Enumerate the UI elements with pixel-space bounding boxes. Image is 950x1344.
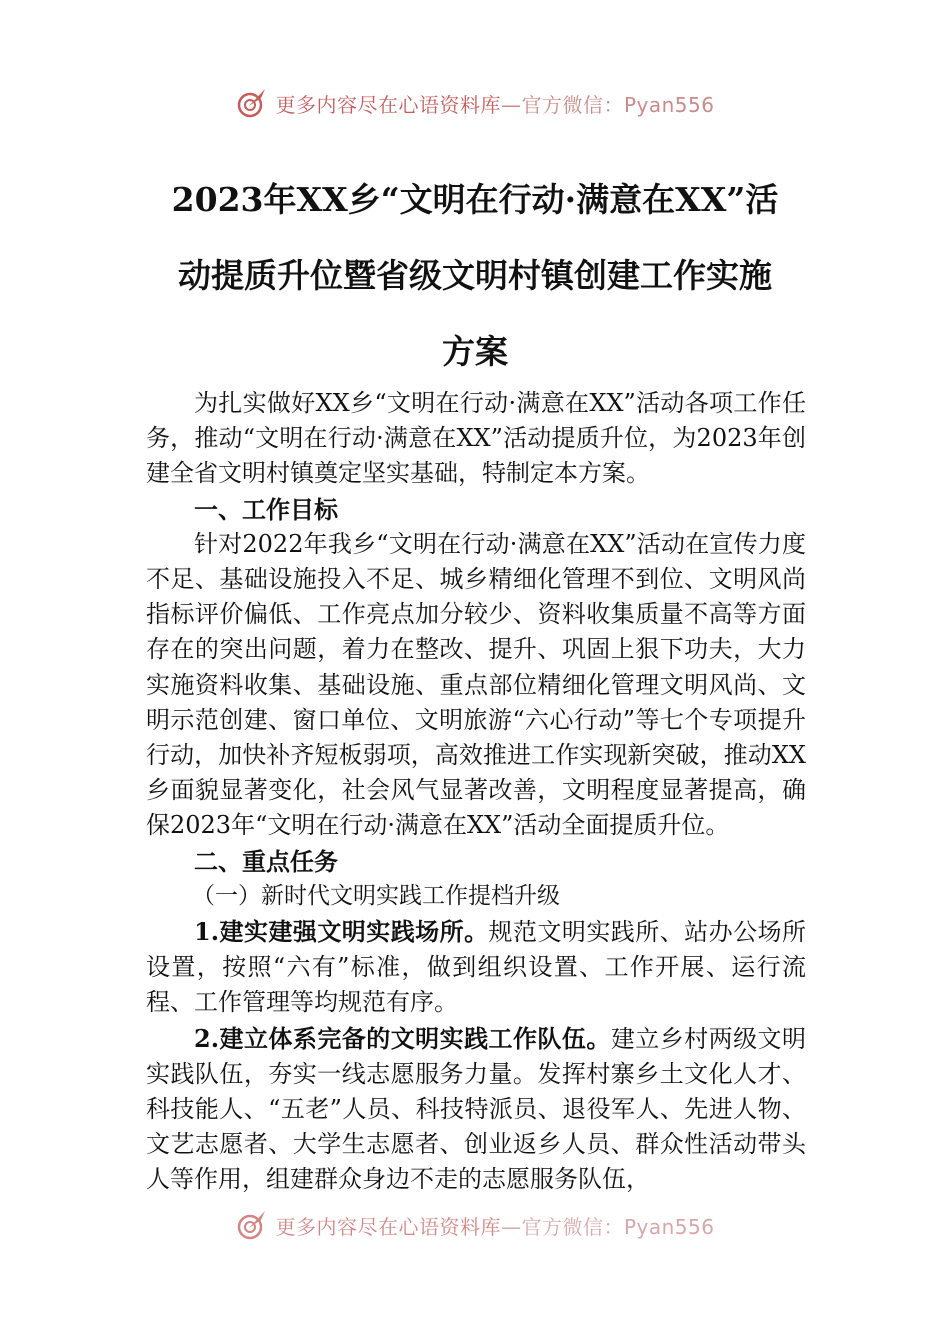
watermark-text-main: 更多内容尽在心语资料库 [275, 1214, 501, 1239]
subsection-heading: （一）新时代文明实践工作提档升级 [192, 882, 560, 909]
intro-paragraph: 为扎实做好XX乡“文明在行动·满意在XX”活动各项工作任务，推动“文明在行动·满意在XX”活动提质升位，为2023年创建全省文明村镇奠定坚实基础，特制定本方案。 [146, 389, 806, 488]
watermark-footer [0, 1208, 950, 1242]
quill-logo-icon [235, 1208, 269, 1242]
quill-logo-icon [235, 86, 269, 120]
task-item-2 [146, 1021, 806, 1198]
document-title [110, 162, 840, 390]
title-line-2: 动提质升位暨省级文明村镇创建工作实施 [178, 256, 772, 295]
watermark-text-main: 更多内容尽在心语资料库 [275, 92, 501, 117]
task-item-2-text: 建立乡村两级文明实践队伍，夯实一线志愿服务力量。发挥村寨乡土文化人才、科技能人、“五老”人员、科技特派员、退役军人、先进人物、文艺志愿者、大学生志愿者、创业返乡人员、群众性活动带头人等作用，组建群众身边不走的志愿服务队伍， [146, 1024, 807, 1194]
section-heading-tasks: 二、重点任务 [194, 846, 338, 876]
title-line-1: 2023年XX乡“文明在行动·满意在XX”活 [171, 180, 779, 219]
task-item-1 [146, 914, 806, 1021]
title-line-3: 方案 [442, 332, 508, 371]
task-item-1-title: 1.建实建强文明实践场所。 [194, 917, 489, 947]
document-body [146, 386, 806, 1198]
goals-paragraph: 针对2022年我乡“文明在行动·满意在XX”活动在宣传力度不足、基础设施投入不足、城乡精细化管理不到位、文明风尚指标评价偏低、工作亮点加分较少、资料收集质量不高等方面存在的突出问题，着力在整改、提升、巩固上狠下功夫，大力实施资料收集、基础设施、重点部位精细化管理文明风尚、文明示范创建、窗口单位、文明旅游“六心行动”等七个专项提升行动，加快补齐短板弱项，高效推进工作实现新突破，推动XX乡面貌显著变化，社会风气显著改善，文明程度显著提高，确保2023年“文明在行动·满意在XX”活动全面提质升位。 [146, 529, 806, 840]
watermark-text-contact: —官方微信：Pyan556 [500, 92, 715, 117]
watermark-text-contact: —官方微信：Pyan556 [500, 1214, 715, 1239]
task-item-2-title: 2.建立体系完备的文明实践工作队伍。 [194, 1023, 611, 1053]
task-item-1-text: 规范文明实践所、站办公场所设置，按照“六有”标准，做到组织设置、工作开展、运行流程、工作管理等均规范有序。 [146, 918, 806, 1017]
watermark-header [0, 86, 950, 120]
section-heading-goals: 一、工作目标 [194, 494, 338, 524]
